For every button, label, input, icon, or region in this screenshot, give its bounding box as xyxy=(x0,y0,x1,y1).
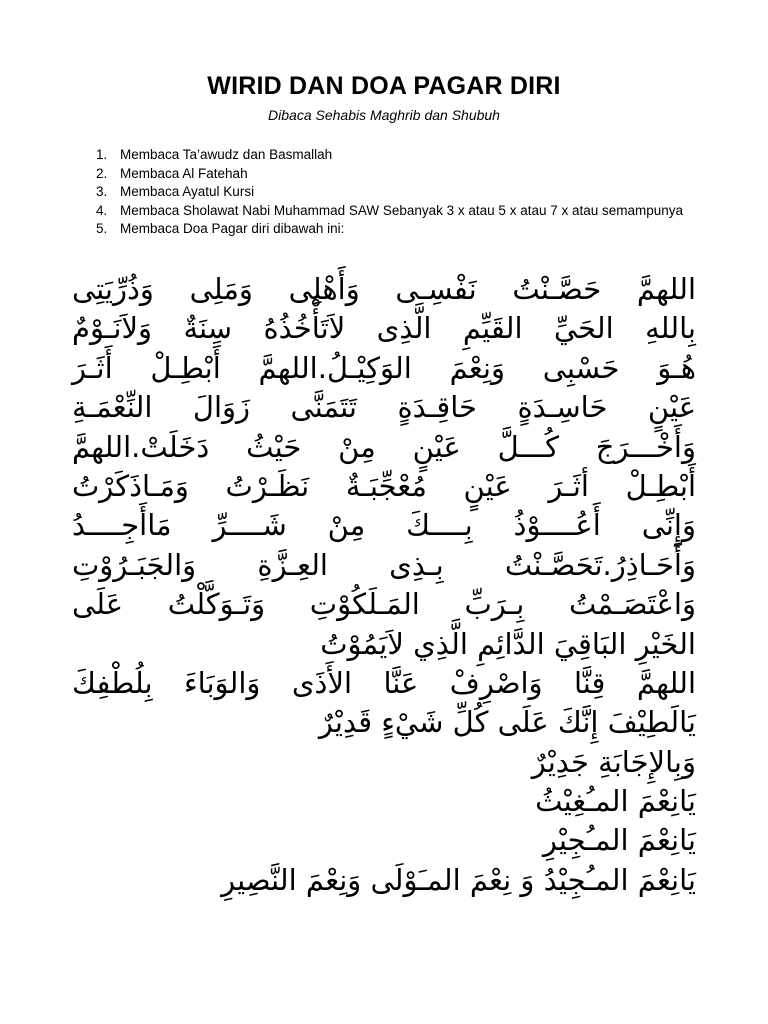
doa-line: وَبِالإِجَابَةِ جَدِيْرٌ xyxy=(531,744,696,779)
list-item-number: 3. xyxy=(96,184,108,200)
doa-line: أَبْطِـلْ أثَـرَ عَيْنٍ مُعْجِّبَـةٌ نَظَـرْتُ وَمَـاذَكَرْتُ xyxy=(72,468,696,503)
list-item-text: Membaca Al Fatehah xyxy=(120,165,248,181)
doa-line: يَالَطِيْفَ إِنَّكَ عَلَى كُلِّ شَيْءٍ قَدِيْرٌ xyxy=(318,705,696,740)
list-item xyxy=(96,202,696,221)
doa-line: يَانِعْمَ المـُجِيْدُ وَ نِعْمَ المـَوْلَى وَنِعْمَ النَّصِيرِ xyxy=(221,862,696,897)
doa-line: وَأَحَـاذِرُ.تَحَصَّـنْتُ بِـذِى العِـزَّةِ وَالجَبَـرُوْتِ xyxy=(72,547,696,582)
doa-line: يَانِعْمَ المـُغِيْثُ xyxy=(535,784,696,819)
doa-line: وَإِنِّى أَعُــــوْذُ بِــــكَ مِنْ شَــــرِّ مَاأَجِــــدُ xyxy=(72,508,696,543)
doa-text xyxy=(72,270,696,900)
list-item-text: Membaca Ayatul Kursi xyxy=(120,184,255,200)
list-item xyxy=(96,165,696,184)
list-item-text: Membaca Sholawat Nabi Muhammad SAW Sebanyak 3 x atau 5 x atau 7 x atau semampunya xyxy=(120,202,684,218)
list-item-text: Membaca Ta’awudz dan Basmallah xyxy=(120,147,333,162)
list-item-number: 2. xyxy=(96,165,108,181)
doa-line: الخَيْرِ البَاقِيَ الدَّائِمِ الَّذِي لاَيَمُوْتُ xyxy=(320,626,696,661)
doa-line: وَاعْتَصَـمْتُ بِـرَبِّ المَـلَكُوْتِ وَتَـوَكَّلْتُ عَلَى xyxy=(72,587,696,622)
doa-line: اللهمَّ حَصَّـنْتُ نَفْسِـى وَأَهْلِى وَمَلِى وَذُرِّيَتِى xyxy=(72,272,696,306)
list-item-text: Membaca Doa Pagar diri dibawah ini: xyxy=(120,221,345,237)
list-item-number: 5. xyxy=(96,221,108,237)
doa-line: عَيْنٍ حَاسِـدَةٍ حَاقِـدَةٍ تَتَمَنَّى زَوَالَ النِّعْمَـةِ xyxy=(72,390,696,425)
document-subtitle: Dibaca Sehabis Maghrib dan Shubuh xyxy=(268,107,500,123)
list-item xyxy=(96,183,696,202)
document-title: WIRID DAN DOA PAGAR DIRI xyxy=(207,72,561,100)
doa-line: وَأَخْـــرَجَ كُـــلَّ عَيْنٍ مِنْ حَيْثُ دَخَلَتْ.اللهمَّ xyxy=(72,429,696,464)
list-item-number: 1. xyxy=(96,147,108,162)
doa-line: يَانِعْمَ المـُجِيْرِ xyxy=(542,823,696,858)
doa-line: بِاللهِ الحَيِّ القَيِّمِ الَّذِى لاَتَأْخُذُهُ سِنَةٌ وَلاَنَـوْمٌ xyxy=(72,311,696,346)
steps-list xyxy=(96,146,696,239)
list-item-number: 4. xyxy=(96,202,108,218)
doa-line: اللهمَّ قِنَّا وَاصْرِفْ عَنَّا الأَذَى وَالوَبَاءَ بِلُطْفِكَ xyxy=(72,665,696,700)
list-item xyxy=(96,146,696,165)
doa-line: هُـوَ حَسْبِى وَنِعْمَ الوَكِيْـلُ.اللهمَّ أَبْطِـلْ أَثَـرَ xyxy=(72,350,696,385)
list-item xyxy=(96,220,696,239)
